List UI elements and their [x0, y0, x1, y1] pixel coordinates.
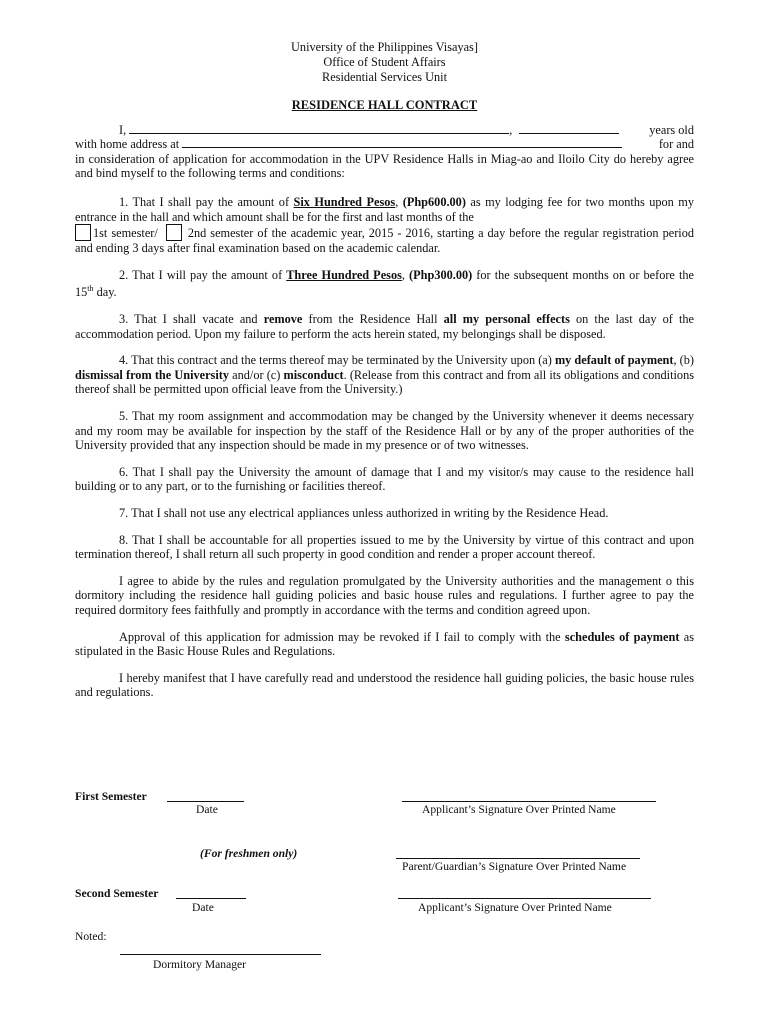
second-semester-checkbox[interactable] — [166, 224, 182, 241]
years-old-label: years old — [649, 122, 694, 137]
dorm-manager-signature-line[interactable] — [120, 954, 321, 955]
university-name: University of the Philippines Visayas] — [291, 40, 478, 54]
first-semester-label: First Semester — [75, 790, 147, 803]
clause-4: 4. That this contract and the terms thereof may be terminated by the University upon (a) my default of payment, (b) dismissal from the University and/or (c) misconduct. (Release from this contract and from all its obligations and conditions thereof shall be permitted upon official leave from the University.) — [75, 353, 695, 397]
applicant-signature-line[interactable] — [402, 801, 656, 802]
amount-num-2: (Php300.00) — [409, 267, 473, 282]
clause-6: 6. That I shall pay the University the amount of damage that I and my visitor/s may cause to the residence hall building or to any part, or to the furnishing or facilities thereof. — [75, 464, 694, 494]
age-blank[interactable] — [519, 123, 619, 134]
clause-8: 8. That I shall be accountable for all properties issued to me by the University by virtue of this contract and upon termination thereof, I shall return all such property in good condition and render a proper account thereof. — [75, 532, 694, 562]
office-name: Office of Student Affairs — [323, 55, 446, 69]
unit-name: Residential Services Unit — [322, 70, 447, 84]
first-semester-checkbox[interactable] — [75, 224, 91, 241]
applicant-signature-label-2: Applicant’s Signature Over Printed Name — [418, 901, 612, 914]
intro-rest: in consideration of application for accommodation in the UPV Residence Halls in Miag-ao and Iloilo City do hereby agree and bind myself to the following terms and conditions: — [75, 151, 694, 181]
noted-label: Noted: — [75, 930, 107, 943]
approval-paragraph: Approval of this application for admission may be revoked if I fail to comply with the schedules of payment as stipulated in the Basic House Rules and Regulations. — [75, 629, 694, 659]
intro-paragraph: I, , years old with home address at for and in consideration of application for accommodation in the UPV Residence Halls in Miag-ao and Iloilo City do hereby agree and bind myself to the following terms and conditions: — [75, 122, 694, 181]
first-semester-option: 1st semester/ — [93, 226, 158, 241]
clause-7: 7. That I shall not use any electrical appliances unless authorized in writing by the Residence Head. — [119, 505, 609, 520]
document-title: RESIDENCE HALL CONTRACT — [291, 98, 478, 112]
clause-3: 3. That I shall vacate and remove from the Residence Hall all my personal effects on the last day of the accommodation period. Upon my failure to perform the acts herein stated, my belongings shall be disposed. — [75, 312, 694, 341]
agreement-paragraph: I agree to abide by the rules and regulation promulgated by the University authorities and the management o this dormitory including the residence hall guiding policies and basic house rules and regulations. I further agree to pay the required dormitory fees faithfully and promptly in accordance with the terms and condition agreed upon. — [75, 573, 694, 617]
dorm-manager-label: Dormitory Manager — [153, 958, 247, 971]
manifest-paragraph: I hereby manifest that I have carefully read and understood the residence hall guiding policies, the basic house rules and regulations. — [75, 670, 694, 700]
home-address-blank[interactable] — [182, 137, 622, 148]
name-blank[interactable] — [129, 123, 509, 134]
freshmen-only-note: (For freshmen only) — [200, 847, 298, 860]
letterhead — [75, 40, 694, 85]
amount-words-2: Three Hundred Pesos — [286, 267, 402, 282]
semester-choice — [75, 224, 694, 256]
amount-words-1: Six Hundred Pesos — [293, 194, 396, 209]
clause-2: 2. That I will pay the amount of Three Hundred Pesos, (Php300.00) for the subsequent months on or before the 15th day. — [75, 267, 694, 300]
intro-i-label: I, — [119, 122, 127, 137]
amount-num-1: (Php600.00) — [402, 194, 466, 209]
contract-page — [75, 40, 694, 700]
second-semester-option: 2nd semester of the academic year, 2015 - 2016, starting a day before the regular registration period and ending 3 days after final examination based on the academic calendar. — [75, 226, 694, 256]
applicant-signature-line-2[interactable] — [398, 898, 651, 899]
parent-signature-line[interactable] — [396, 858, 640, 859]
clause-1: 1. That I shall pay the amount of Six Hundred Pesos, (Php600.00) as my lodging fee for two months upon my entrance in the hall and which amount shall be for the first and last months of the — [75, 194, 695, 224]
first-semester-date-line[interactable] — [167, 801, 244, 802]
parent-signature-label: Parent/Guardian’s Signature Over Printed Name — [402, 860, 627, 873]
applicant-signature-label: Applicant’s Signature Over Printed Name — [422, 803, 616, 816]
second-semester-date-line[interactable] — [176, 898, 246, 899]
home-address-label: with home address at — [75, 137, 180, 152]
second-semester-label: Second Semester — [75, 887, 159, 900]
for-and-label: for and — [658, 137, 694, 152]
clause-5: 5. That my room assignment and accommodation may be changed by the University whenever it deems necessary and my room may be available for inspection by the staff of the Residence Hall or by any of the proper authorities of the University provided that any inspection should be made in my presence or of two witnesses. — [75, 409, 694, 453]
first-semester-date-label: Date — [196, 803, 218, 816]
second-semester-date-label: Date — [192, 901, 214, 914]
